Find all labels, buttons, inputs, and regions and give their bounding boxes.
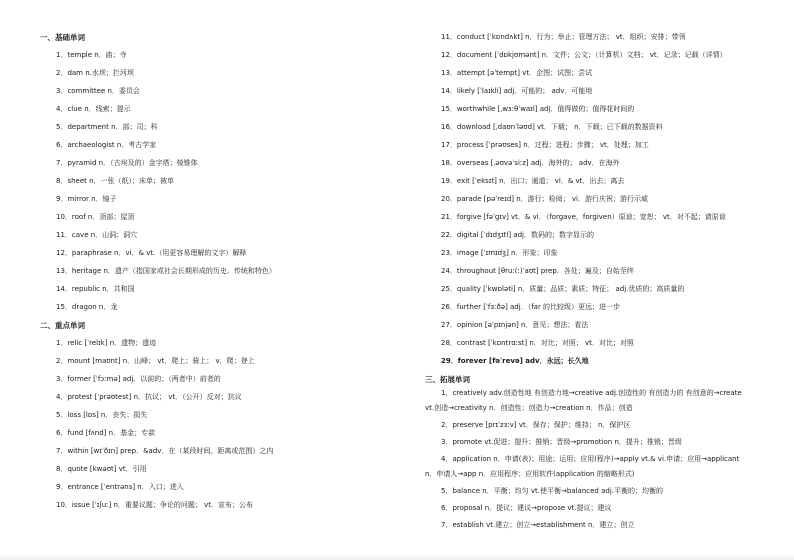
- list-item: 3．promote vt.促进；提升；推销；晋级→promotion n．提升；推销；晋级: [441, 438, 682, 446]
- list-item: 2．mount [maʊnt] n．山峰； vt．爬上；骑上； v．爬；登上: [56, 357, 255, 365]
- list-item: 13．attempt [əˈtempt] vt．企图；试图；尝试: [441, 69, 593, 77]
- list-item: 6．fund [fʌnd] n．基金；专款: [56, 429, 156, 437]
- list-item: 20．parade [pəˈreɪd] n．游行；检阅； vi．游行庆祝；游行示威: [441, 195, 648, 203]
- list-item: 8．quote [kwəʊt] vt．引用: [56, 465, 147, 473]
- list-item: 15．worthwhile [ˌwɜːθˈwaɪl] adj．值得做的；值得花时间的: [441, 105, 635, 113]
- list-item: 27．opinion [əˈpɪnjən] n．意见；想法；看法: [441, 321, 589, 329]
- list-item-continuation: vt.创造→creativity n．创造性；创造力→creation n．作品；创造: [425, 404, 633, 412]
- list-item: 22．digital [ˈdɪdʒɪtl] adj．数码的；数字显示的: [441, 231, 594, 239]
- list-item: 1．creatively adv.创造性地 有创造力地→creative adj.创造性的 有创造力的 有创意的→create: [441, 389, 742, 397]
- list-item: 24．throughout [θruː(ː)ˈaʊt] prep．各处；遍及；自始至终: [441, 267, 634, 275]
- list-item: 3．former [ˈfɔːmə] adj．以前的；（两者中）前者的: [56, 375, 221, 383]
- list-item: 17．process [ˈprəʊses] n．过程；进程；步骤； vt．处理；加工: [441, 141, 649, 149]
- list-item: 5．department n．部；司；科: [56, 123, 158, 131]
- list-item: 18．overseas [ˌəʊvəˈsiːz] adj．海外的； adv．在海外: [441, 159, 620, 167]
- list-item: 11．cave n．山洞；洞穴: [56, 231, 138, 239]
- section-heading-basic-words: 一、基础单词: [40, 33, 85, 42]
- page-bottom-edge: [0, 554, 794, 560]
- list-item: 7．establish vt.建立；创立→establishment n．建立；创立: [441, 521, 635, 529]
- list-item: 13．heritage n．遗产（指国家或社会长期形成的历史、传统和特色）: [56, 267, 276, 275]
- list-item: 26．further [ˈfɜːðə] adj．（far 的比较级）更远；进一步: [441, 303, 621, 311]
- list-item: 6．proposal n．提议；建议→propose vt.提议；建议: [441, 504, 612, 512]
- list-item: 6．archaeologist n．考古学家: [56, 141, 157, 149]
- list-item: 7．within [wɪˈðɪn] prep．&adv．在（某段时间、距离或范围）之内: [56, 447, 274, 455]
- list-item: 25．quality [ˈkwɒləti] n．质量；品质；素质；特征； adj.优质的；高质量的: [441, 285, 685, 293]
- list-item: 12．paraphrase n．vi．& vt.（用更容易理解的文字）解释: [56, 249, 247, 257]
- list-item: 10．roof n．顶部；屋顶: [56, 213, 135, 221]
- list-item: 3．committee n．委员会: [56, 87, 140, 95]
- list-item: 2．dam n.水坝；拦河坝: [56, 69, 134, 77]
- list-item: 4．clue n．线索；提示: [56, 105, 131, 113]
- section-heading-extended-words: 三、拓展单词: [425, 375, 470, 384]
- list-item: 1．relic [ˈrelɪk] n．遗物；遗迹: [56, 339, 157, 347]
- list-item: 29．forever [fəˈrevə] adv．永远；长久地: [441, 357, 589, 365]
- list-item: 15．dragon n．龙: [56, 303, 118, 311]
- list-item: 5．loss [lɒs] n．丧失；损失: [56, 411, 148, 419]
- list-item: 19．exit [ˈeksɪt] n．出口；通道； vi．& vt．出去；离去: [441, 177, 625, 185]
- list-item: 4．protest [ˈprəʊtest] n．抗议； vt．（公开）反对；抗议: [56, 393, 242, 401]
- list-item: 16．download [ˌdaʊnˈləʊd] vt．下载； n．下载；已下载的数据资料: [441, 123, 663, 131]
- list-item: 4．application n．申请(表)；用途；运用；应用(程序)→apply vt.& vi.申请；应用→applicant: [441, 455, 740, 463]
- list-item: 28．contrast [ˈkɒntrɑːst] n．对比；对照； vt．对比；对照: [441, 339, 634, 347]
- list-item: 23．image [ˈɪmɪdʒ] n．形象；印象: [441, 249, 558, 257]
- list-item: 5．balance n．平衡；均匀 vt.使平衡→balanced adj.平衡的；均衡的: [441, 487, 664, 495]
- list-item: 14．republic n．共和国: [56, 285, 135, 293]
- list-item: 9．entrance [ˈentrəns] n．入口；进入: [56, 483, 184, 491]
- list-item: 1．temple n．庙；寺: [56, 51, 127, 59]
- list-item-continuation: n．申请人→app n．应用程序；应用软件(application 的缩略形式): [425, 470, 635, 478]
- list-item: 9．mirror n．镜子: [56, 195, 117, 203]
- section-heading-key-words: 二、重点单词: [40, 321, 85, 330]
- list-item: 14．likely [ˈlaɪkli] adj．可能的； adv．可能地: [441, 87, 593, 95]
- list-item: 7．pyramid n．（古埃及的）金字塔；棱锥体: [56, 159, 198, 167]
- list-item: 2．preserve [prɪˈzɜːv] vt．保存；保护；维持； n．保护区: [441, 421, 631, 429]
- list-item: 12．document [ˈdɒkjʊmənt] n．文件；公文；（计算机）文档； vt．记录；记载（详情）: [441, 51, 727, 59]
- list-item: 8．sheet n．一张（纸）；床单；被单: [56, 177, 175, 185]
- list-item: 11．conduct [ˈkɒndʌkt] n．行为；举止；管理方法； vt．组织；安排；带领: [441, 33, 686, 41]
- list-item: 10．issue [ˈɪʃuː] n．重要议题；争论的问题； vt．宣布；公布: [56, 501, 254, 509]
- list-item: 21．forgive [fəˈɡɪv] vt．& vi．（forgave，forgiven）原谅；宽恕； vt．对不起；请原谅: [441, 213, 726, 221]
